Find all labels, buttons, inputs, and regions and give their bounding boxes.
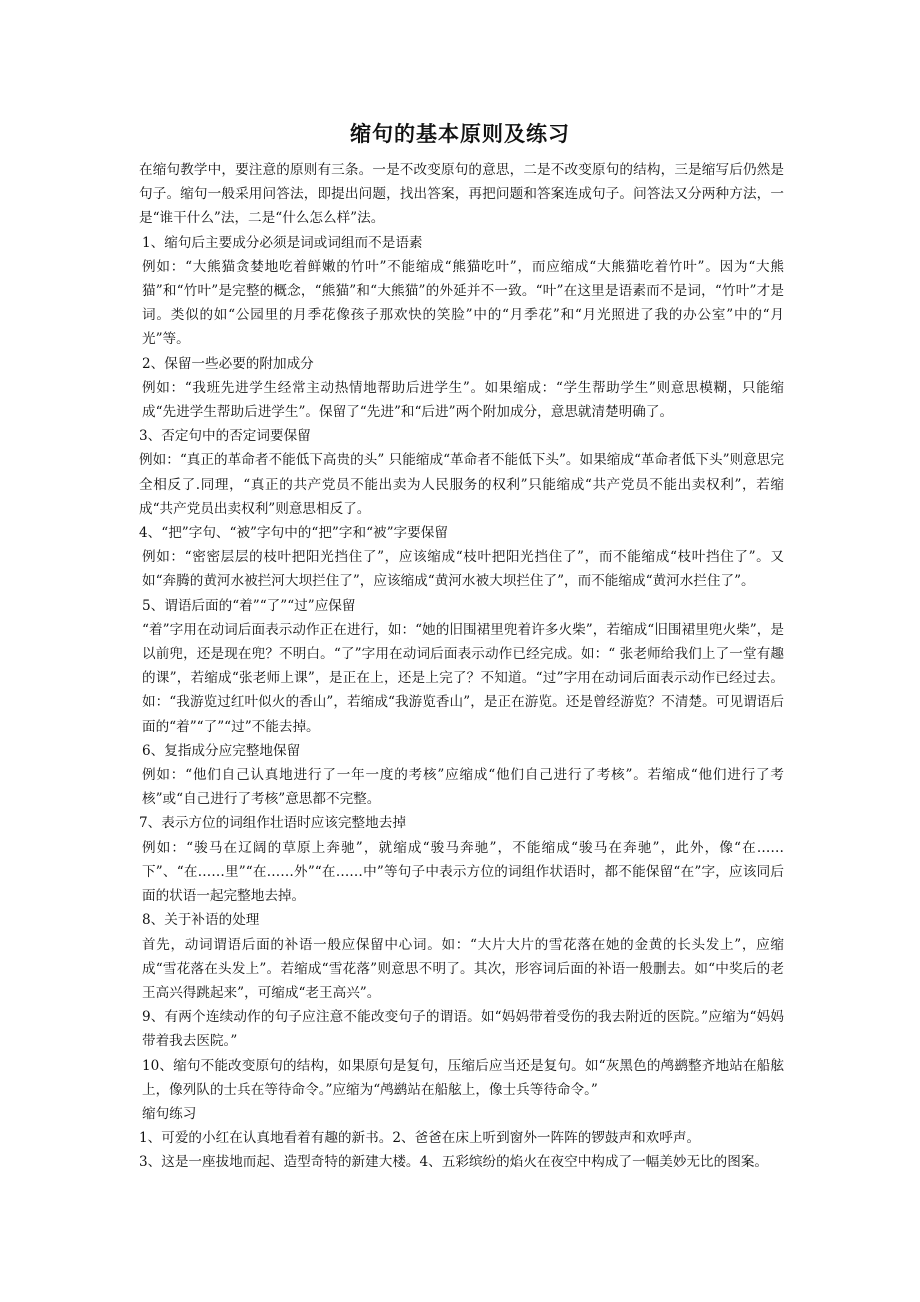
intro-paragraph: 在缩句教学中，要注意的原则有三条。一是不改变原句的意思，二是不改变原句的结构，三是缩写后仍然是句子。缩句一般采用问答法，即提出问题，找出答案，再把问题和答案连成句子。问答法又分两种方法，一是“谁干什么”法，二是“什么怎么样”法。 (139, 162, 784, 227)
rule-body-1: 例如：“大熊猫贪婪地吃着鲜嫩的竹叶”不能缩成“熊猫吃叶”，而应缩成“大熊猫吃着竹叶”。因为“大熊猫”和“竹叶”是完整的概念，“熊猫”和“大熊猫”的外延并不一致。“叶”在这里是语素而不是词，“竹叶”才是词。类似的如“公园里的月季花像孩子那欢快的笑脸”中的“月季花”和“月光照进了我的办公室”中的“月光”等。 (142, 258, 784, 348)
rule-body-3: 例如：“真正的革命者不能低下高贵的头” 只能缩成“革命者不能低下头”。如果缩成“革命者低下头”则意思完全相反了.同理，“真正的共产党员不能出卖为人民服务的权利”只能缩成“共产党员不能出卖权利”，若缩成“共产党员出卖权利”则意思相反了。 (139, 452, 784, 517)
rule-body-2: 例如：“我班先进学生经常主动热情地帮助后进学生”。如果缩成：“学生帮助学生”则意思模糊，只能缩成“先进学生帮助后进学生”。保留了“先进”和“后进”两个附加成分，意思就清楚明确了。 (142, 379, 784, 421)
exercise-line-1: 1、可爱的小红在认真地看着有趣的新书。2、爸爸在床上听到窗外一阵阵的锣鼓声和欢呼声。 (139, 1130, 701, 1147)
rule-body-6: 例如：“他们自己认真地进行了一年一度的考核”应缩成“他们自己进行了考核”。若缩成“他们进行了考核”或“自己进行了考核”意思都不完整。 (142, 767, 784, 808)
rule-heading-3: 3、否定句中的否定词要保留 (139, 428, 311, 445)
rule-body-7: 例如：“骏马在辽阔的草原上奔驰”，就缩成“骏马奔驰”，不能缩成“骏马在奔驰”，此外，像“在……下”、“在……里”“在……外”“在……中”等句子中表示方位的词组作状语时，都不能保留“在”字，应该同后面的状语一起完整地去掉。 (142, 839, 784, 905)
rule-9: 9、有两个连续动作的句子应注意不能改变句子的谓语。如“妈妈带着受伤的我去附近的医院。”应缩为“妈妈带着我去医院。” (142, 1009, 784, 1050)
rule-heading-7: 7、表示方位的词组作壮语时应该完整地去掉 (139, 815, 406, 832)
rule-body-4: 例如：“密密层层的枝叶把阳光挡住了”，应该缩成“枝叶把阳光挡住了”，而不能缩成“枝叶挡住了”。又如“奔腾的黄河水被拦河大坝拦住了”，应该缩成“黄河水被大坝拦住了”，而不能缩成“黄河水拦住了”。 (142, 549, 784, 590)
rule-heading-4: 4、“把”字句、“被”字句中的“把”字和“被”字要保留 (139, 525, 448, 542)
rule-heading-8: 8、关于补语的处理 (142, 912, 260, 929)
page-title: 缩句的基本原则及练习 (350, 122, 570, 146)
rule-10: 10、缩句不能改变原句的结构，如果原句是复句，压缩后应当还是复句。如“灰黑色的鸬鹚整齐地站在船舷上，像列队的士兵在等待命令。”应缩为“鸬鹚站在船舷上，像士兵等待命令。” (142, 1057, 784, 1098)
document-body (139, 158, 784, 1175)
rule-body-5: “着”字用在动词后面表示动作正在进行，如：“她的旧围裙里兜着许多火柴”，若缩成“旧围裙里兜火柴”，是以前兜，还是现在兜？不明白。“了”字用在动词后面表示动作已经完成。如：“ 张老师给我们上了一堂有趣的课”，若缩成“张老师上课”，是正在上，还是上完了？不知道。“过”字用在动词后面表示动作已经过去。如：“我游览过红叶似火的香山”，若缩成“我游览香山”，是正在游览。还是曾经游览？不清楚。可见谓语后面的“着”“了”“过”不能去掉。 (142, 621, 784, 735)
exercise-line-2: 3、这是一座拔地而起、造型奇特的新建大楼。4、五彩缤纷的焰火在夜空中构成了一幅美妙无比的图案。 (139, 1154, 769, 1171)
rule-heading-6: 6、复指成分应完整地保留 (142, 742, 301, 759)
rule-body-8: 首先，动词谓语后面的补语一般应保留中心词。如：“大片大片的雪花落在她的金黄的长头发上”，应缩成“雪花落在头发上”。若缩成“雪花落”则意思不明了。其次，形容词后面的补语一般删去。如“中奖后的老王高兴得跳起来”，可缩成“老王高兴”。 (142, 936, 784, 1001)
rule-heading-2: 2、保留一些必要的附加成分 (142, 355, 314, 372)
rule-heading-1: 1、缩句后主要成分必须是词或词组而不是语素 (142, 234, 423, 251)
rule-heading-5: 5、谓语后面的“着”“了”“过”应保留 (142, 597, 356, 614)
exercise-heading: 缩句练习 (142, 1105, 197, 1122)
